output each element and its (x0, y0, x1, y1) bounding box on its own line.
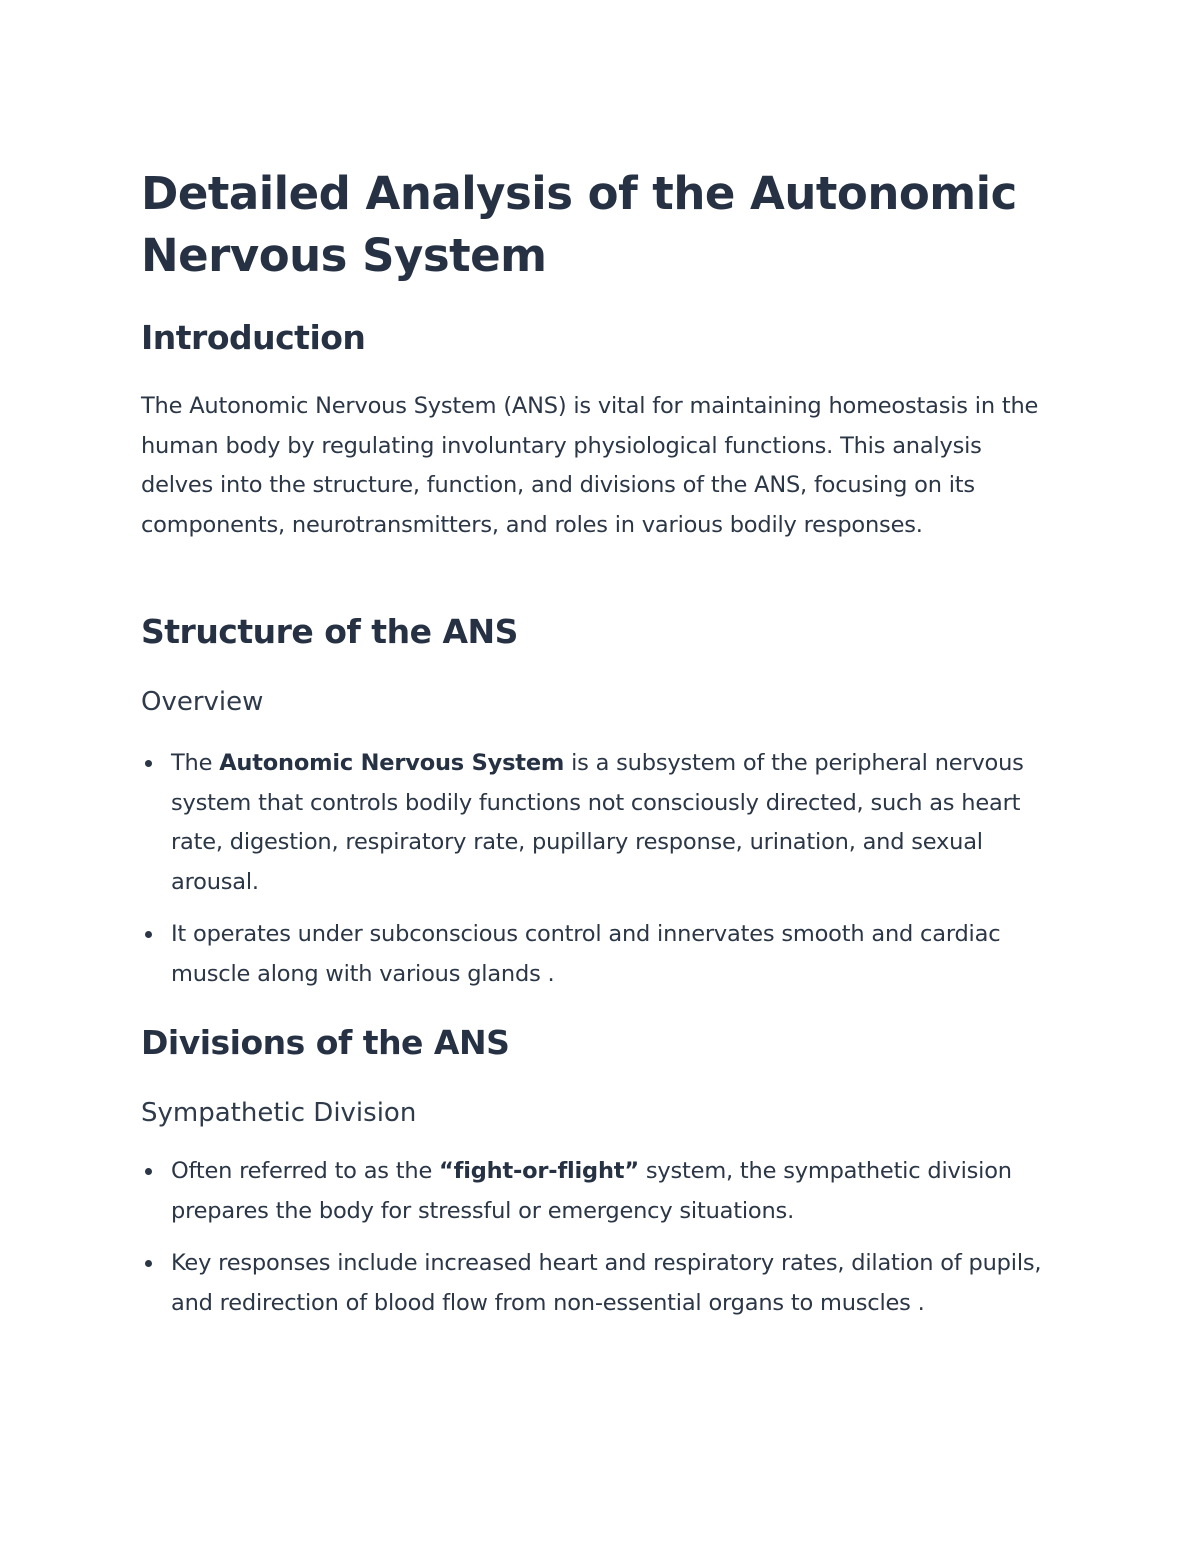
introduction-paragraph: The Autonomic Nervous System (ANS) is vital for maintaining homeostasis in the human body by regulating involuntary physiological functions. This analysis delves into the structure, function, and divisions of the ANS, focusing on its components, neurotransmitters, and roles in various bodily responses. (141, 393, 1039, 538)
subsection-heading-sympathetic: Sympathetic Division (141, 1098, 417, 1128)
bullet-icon (145, 931, 152, 938)
list-item-text-pre: The (171, 750, 220, 776)
list-item-text-post: is a subsystem of the peripheral nervous system that controls bodily functions not consciously directed, such as heart rate, digestion, respiratory rate, pupillary response, urination, and sexual arousal. (171, 750, 1024, 895)
list-item (141, 744, 1056, 902)
list-item-bold-term: “fight-or-flight” (439, 1158, 639, 1184)
section-heading-introduction: Introduction (141, 318, 366, 357)
sympathetic-bullet-list (141, 1152, 1056, 1336)
list-item-text-pre: Often referred to as the (171, 1158, 440, 1184)
list-item-bold-term: Autonomic Nervous System (219, 750, 565, 776)
subsection-heading-overview: Overview (141, 687, 264, 717)
list-item-text-post: system, the sympathetic division prepares the body for stressful or emergency situations. (171, 1158, 1012, 1224)
bullet-icon (145, 760, 152, 767)
section-heading-divisions: Divisions of the ANS (141, 1023, 510, 1062)
section-heading-structure: Structure of the ANS (141, 612, 518, 651)
list-item (141, 915, 1056, 994)
bullet-icon (145, 1168, 152, 1175)
list-item-text: Key responses include increased heart and respiratory rates, dilation of pupils, and redirection of blood flow from non-essential organs to muscles . (171, 1250, 1042, 1316)
document-title: Detailed Analysis of the Autonomic Nervous System (141, 167, 1017, 282)
list-item (141, 1152, 1056, 1231)
list-item (141, 1244, 1056, 1323)
bullet-icon (145, 1260, 152, 1267)
list-item-text: It operates under subconscious control and innervates smooth and cardiac muscle along with various glands . (171, 921, 1001, 987)
overview-bullet-list (141, 744, 1056, 1007)
